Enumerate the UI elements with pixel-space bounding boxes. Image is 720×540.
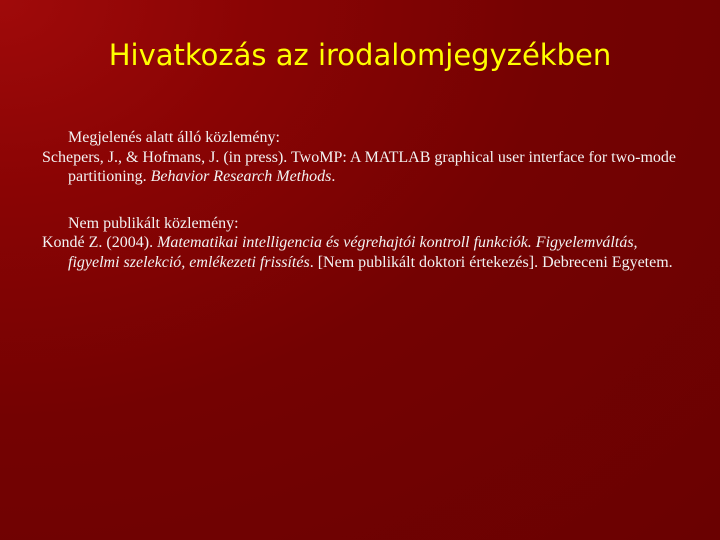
slide-title: Hivatkozás az irodalomjegyzékben <box>108 38 612 72</box>
reference-note: [Nem publikált doktori értekezés]. Debreceni Egyetem. <box>317 253 673 271</box>
reference-title: Matematikai intelligencia és végrehajtói kontroll funkciók. Figyelemváltás, figyelmi szelekció, emlékezeti frissítés <box>68 234 638 271</box>
reference-title: TwoMP: A MATLAB graphical user interface for two-mode partitioning <box>68 148 677 185</box>
section-label-in-press: Megjelenés alatt álló közlemény: <box>68 129 280 146</box>
reference-in-press <box>42 148 682 187</box>
reference-end: . <box>331 168 336 185</box>
reference-journal: Behavior Research Methods <box>150 168 332 185</box>
slide-content <box>42 128 682 272</box>
reference-authors: Kondé Z. (2004). <box>42 234 158 251</box>
section-gap <box>42 187 682 214</box>
section-label-unpublished: Nem publikált közlemény: <box>68 214 239 232</box>
reference-unpublished <box>42 233 682 272</box>
reference-separator: . <box>309 253 318 271</box>
reference-authors: Schepers, J., & Hofmans, J. (in press). <box>42 148 292 166</box>
reference-separator: . <box>142 168 151 185</box>
